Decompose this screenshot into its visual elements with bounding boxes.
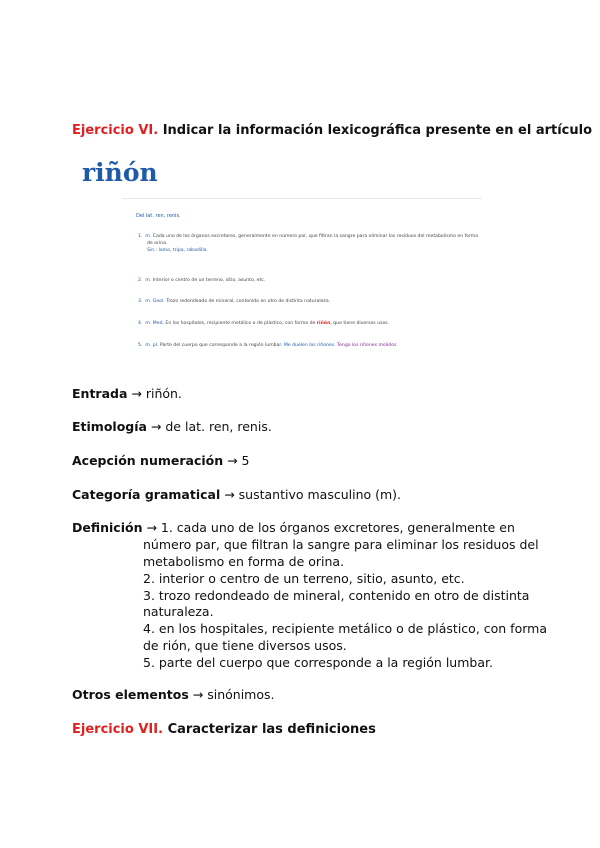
definition-line: metabolismo en forma de orina.: [143, 554, 345, 569]
acepcion-1-synonyms: Sin.: lomo, tripa, rabadilla.: [147, 248, 208, 253]
field-etimologia: Etimología → de lat. ren, renis.: [72, 419, 272, 434]
dictionary-headword: riñón: [82, 158, 158, 187]
acepcion-1: 1. m. Cada uno de los órganos excretores, generalmente en número par, que filtran la sangre para eliminar los residuos del metabolismo en forma de orina. Sin.: lomo, tripa, rabadilla.: [138, 234, 479, 253]
field-entrada: Entrada → riñón.: [72, 386, 182, 401]
acepcion-3: 3. m. Geol. Trozo redondeado de mineral, contenido en otro de distinta naturaleza.: [138, 299, 331, 304]
exercise-7-label: Ejercicio VII.: [72, 722, 164, 737]
exercise-7-title: [72, 722, 376, 737]
field-otros-elementos: Otros elementos → sinónimos.: [72, 687, 275, 702]
definition-line: naturaleza.: [143, 604, 214, 619]
definition-line: 5. parte del cuerpo que corresponde a la región lumbar.: [143, 655, 493, 670]
acepcion-5: 5. m. pl. Parte del cuerpo que corresponde a la región lumbar. Me duelen los riñones. Tengo los riñones molidos.: [138, 343, 398, 348]
field-definicion: Definición → 1. cada uno de los órganos excretores, generalmente en: [72, 520, 515, 535]
field-categoria-gramatical: Categoría gramatical → sustantivo masculino (m).: [72, 487, 402, 502]
dictionary-entry-image: [122, 198, 482, 356]
exercise-6-text: Indicar la información lexicográfica presente en el artículo: [162, 123, 593, 138]
acepcion-4: 4. m. Med. En los hospitales, recipiente metálico o de plástico, con forma de riñón, que tiene diversos usos.: [138, 321, 390, 326]
exercise-6-title: [72, 123, 592, 138]
acepcion-2: 2. m. Interior o centro de un terreno, sitio, asunto, etc.: [138, 278, 266, 283]
definition-line: de rión, que tiene diversos usos.: [143, 638, 347, 653]
exercise-7-text: Caracterizar las definiciones: [167, 722, 376, 737]
definition-line: 3. trozo redondeado de mineral, contenido en otro de distinta: [143, 588, 530, 603]
definition-line: 2. interior o centro de un terreno, sitio, asunto, etc.: [143, 571, 465, 586]
field-acepcion-numeracion: Acepción numeración → 5: [72, 453, 250, 468]
definition-line: número par, que filtran la sangre para eliminar los residuos del: [143, 537, 539, 552]
definition-line: 4. en los hospitales, recipiente metálico o de plástico, con forma: [143, 621, 547, 636]
exercise-6-label: Ejercicio VI.: [72, 123, 159, 138]
dictionary-etymology: Del lat. ren, renis.: [136, 213, 181, 219]
divider: [122, 198, 482, 199]
